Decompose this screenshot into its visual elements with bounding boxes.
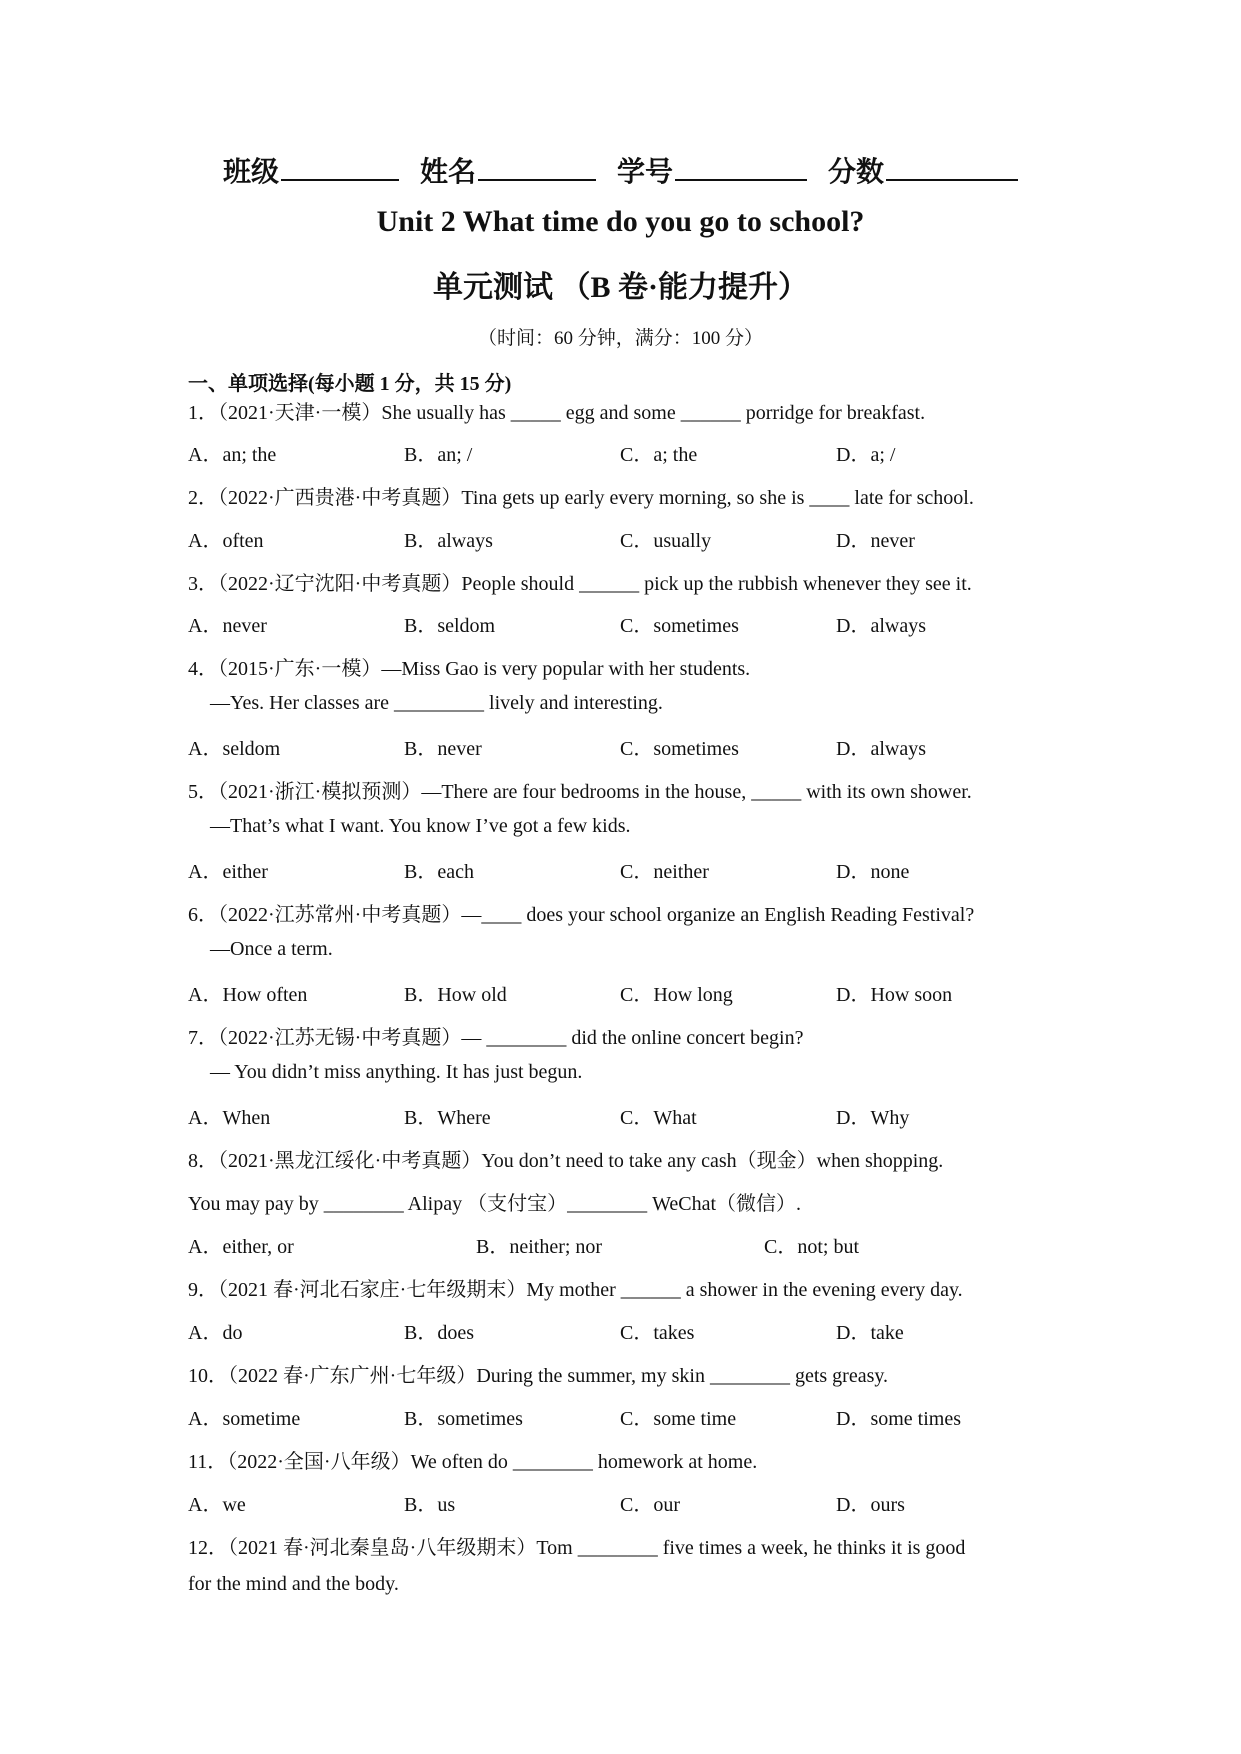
question-stem: 3．（2022·辽宁沈阳·中考真题）People should ______ pick up the rubbish whenever they see it. (188, 573, 972, 595)
option-d[interactable]: D．always (836, 615, 926, 637)
option-c[interactable]: C．our (620, 1494, 680, 1516)
option-a[interactable]: A．When (188, 1107, 271, 1129)
option-b[interactable]: B．us (404, 1494, 456, 1516)
question-stem-line-2: —Once a term. (210, 938, 333, 960)
option-a[interactable]: A．either, or (188, 1236, 294, 1258)
question-stem-line-2: for the mind and the body. (188, 1573, 399, 1595)
option-a[interactable]: A．often (188, 530, 264, 552)
option-d[interactable]: D．none (836, 861, 910, 883)
question-stem-line-2: —Yes. Her classes are _________ lively and interesting. (210, 692, 663, 714)
option-b[interactable]: B．neither; nor (476, 1236, 603, 1258)
option-c[interactable]: C．What (620, 1107, 697, 1129)
option-c[interactable]: C．sometimes (620, 615, 739, 637)
option-b[interactable]: B．does (404, 1322, 474, 1344)
option-b[interactable]: B．sometimes (404, 1408, 523, 1430)
question-stem: 8．（2021·黑龙江绥化·中考真题）You don’t need to take any cash（现金）when shopping. (188, 1150, 944, 1172)
option-c[interactable]: C．neither (620, 861, 709, 883)
option-b[interactable]: B．Where (404, 1107, 491, 1129)
time-info: （时间：60 分钟，满分：100 分） (477, 328, 763, 349)
question-stem-line-2: —That’s what I want. You know I’ve got a few kids. (210, 815, 631, 837)
question-stem: 5．（2021·浙江·模拟预测）—There are four bedrooms in the house, _____ with its own shower. (188, 781, 972, 803)
option-a[interactable]: A．do (188, 1322, 243, 1344)
option-d[interactable]: D．Why (836, 1107, 910, 1129)
test-subtitle: 单元测试 （B 卷·能力提升） (432, 271, 808, 304)
question-stem: 2．（2022·广西贵港·中考真题）Tina gets up early every morning, so she is ____ late for school. (188, 487, 974, 509)
option-a[interactable]: A．seldom (188, 738, 281, 760)
option-d[interactable]: D．a; / (836, 444, 896, 466)
option-a[interactable]: A．either (188, 861, 268, 883)
question-stem: 11．（2022·全国·八年级）We often do ________ homework at home. (188, 1451, 758, 1473)
question-stem-line-2: You may pay by ________ Alipay （支付宝）________ WeChat（微信）. (188, 1193, 802, 1215)
option-a[interactable]: A．we (188, 1494, 246, 1516)
student-id-blank[interactable] (675, 153, 807, 181)
option-a[interactable]: A．How often (188, 984, 308, 1006)
question-stem: 1．（2021·天津·一模）She usually has _____ egg and some ______ porridge for breakfast. (188, 402, 926, 424)
option-d[interactable]: D．always (836, 738, 926, 760)
option-d[interactable]: D．ours (836, 1494, 905, 1516)
option-b[interactable]: B．seldom (404, 615, 496, 637)
class-label: 班级 (222, 157, 279, 188)
name-blank[interactable] (478, 153, 596, 181)
option-b[interactable]: B．an; / (404, 444, 473, 466)
option-b[interactable]: B．How old (404, 984, 507, 1006)
option-c[interactable]: C．a; the (620, 444, 698, 466)
unit-title: Unit 2 What time do you go to school? (376, 205, 865, 238)
option-c[interactable]: C．usually (620, 530, 712, 552)
question-stem: 9．（2021 春·河北石家庄·七年级期末）My mother ______ a shower in the evening every day. (188, 1279, 963, 1301)
option-c[interactable]: C．How long (620, 984, 733, 1006)
class-blank[interactable] (281, 153, 399, 181)
option-b[interactable]: B．always (404, 530, 493, 552)
name-label: 姓名 (419, 157, 476, 188)
option-c[interactable]: C．sometimes (620, 738, 739, 760)
option-d[interactable]: D．take (836, 1322, 904, 1344)
question-stem: 6．（2022·江苏常州·中考真题）—____ does your school organize an English Reading Festival? (188, 904, 975, 926)
option-a[interactable]: A．an; the (188, 444, 277, 466)
option-c[interactable]: C．not; but (764, 1236, 860, 1258)
option-d[interactable]: D．some times (836, 1408, 961, 1430)
student-info-line (0, 150, 1241, 190)
section-title: 一、单项选择(每小题 1 分，共 15 分) (188, 373, 512, 395)
score-blank[interactable] (886, 153, 1018, 181)
question-stem: 7．（2022·江苏无锡·中考真题）— ________ did the online concert begin? (188, 1027, 804, 1049)
option-a[interactable]: A．sometime (188, 1408, 301, 1430)
question-stem: 4．（2015·广东·一模）—Miss Gao is very popular with her students. (188, 658, 751, 680)
question-stem-line-2: — You didn’t miss anything. It has just begun. (210, 1061, 583, 1083)
option-c[interactable]: C．some time (620, 1408, 737, 1430)
option-a[interactable]: A．never (188, 615, 267, 637)
student-id-label: 学号 (617, 157, 674, 188)
option-c[interactable]: C．takes (620, 1322, 695, 1344)
option-b[interactable]: B．each (404, 861, 474, 883)
option-d[interactable]: D．never (836, 530, 915, 552)
score-label: 分数 (828, 157, 885, 188)
option-b[interactable]: B．never (404, 738, 482, 760)
option-d[interactable]: D．How soon (836, 984, 953, 1006)
question-stem: 12．（2021 春·河北秦皇岛·八年级期末）Tom ________ five times a week, he thinks it is good (188, 1537, 966, 1559)
question-stem: 10．（2022 春·广东广州·七年级）During the summer, my skin ________ gets greasy. (188, 1365, 889, 1387)
